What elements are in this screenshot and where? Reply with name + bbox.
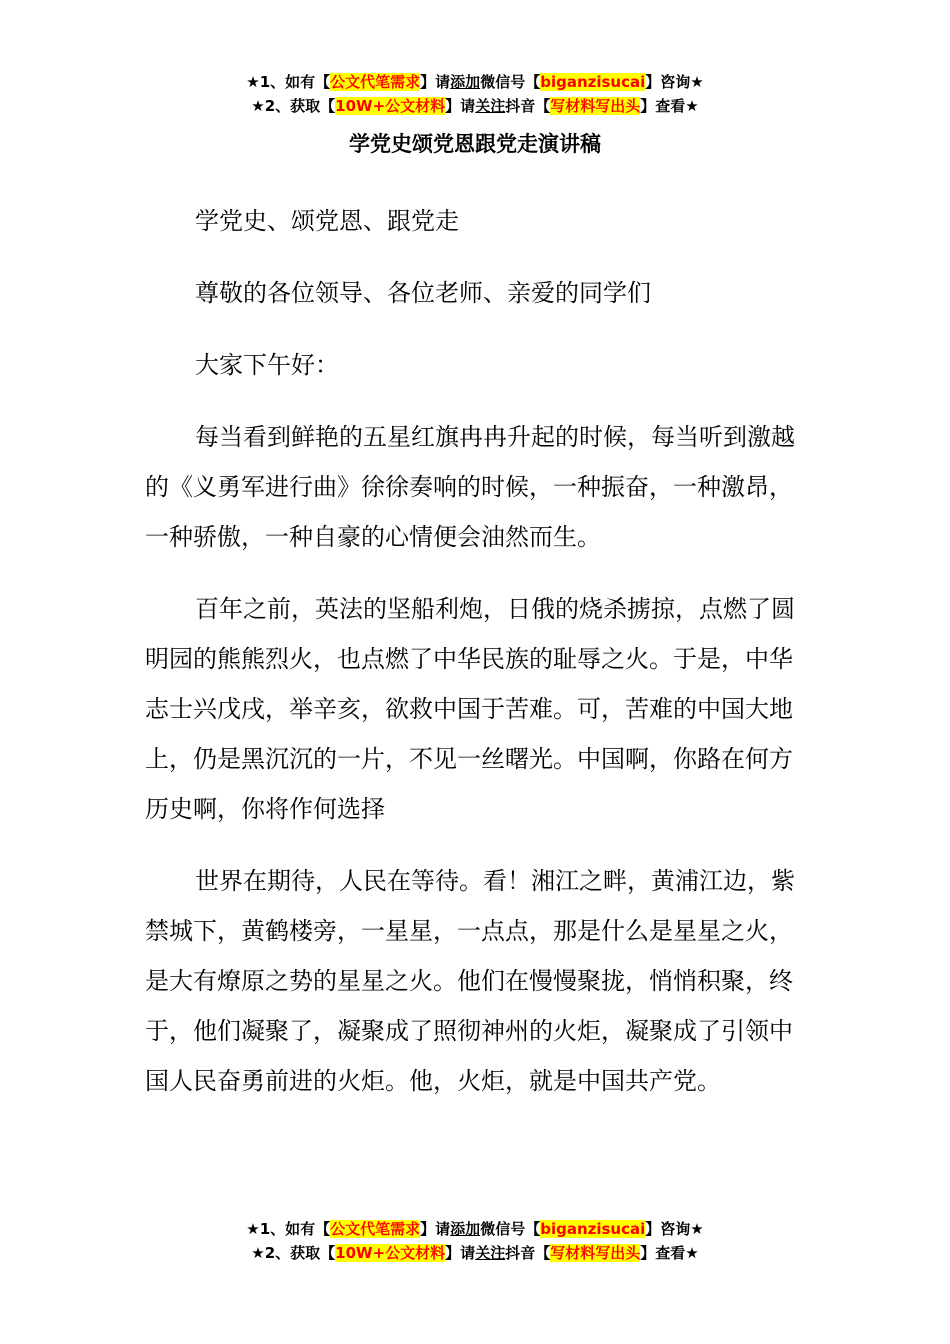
paragraph: 百年之前，英法的坚船利炮，日俄的烧杀掳掠，点燃了圆明园的熊熊烈火，也点燃了中华民族的耻辱之火。于是，中华志士兴戊戌，举辛亥，欲救中国于苦难。可，苦难的中国大地上，仍是黑沉沉的一片，不见一丝曙光。中国啊，你路在何方历史啊，你将作何选择 <box>145 595 795 823</box>
highlight-wechat-id: biganzisucai <box>540 73 646 91</box>
highlight-materials: 10W+公文材料 <box>335 1244 446 1262</box>
star-icon: ★ <box>685 1244 699 1262</box>
banner-text: 微信号【 <box>480 1220 541 1238</box>
banner-text: 2、获取【 <box>264 1244 336 1262</box>
paragraph: 世界在期待，人民在等待。看！湘江之畔，黄浦江边，紫禁城下，黄鹤楼旁，一星星，一点点，那是什么是星星之火，是大有燎原之势的星星之火。他们在慢慢聚拢，悄悄积聚，终于，他们凝聚了，凝聚成了照彻神州的火炬，凝聚成了引领中国人民奋勇前进的火炬。他，火炬，就是中国共产党。 <box>145 867 795 1095</box>
star-icon: ★ <box>251 97 265 115</box>
highlight-service: 公文代笔需求 <box>330 73 421 91</box>
star-icon: ★ <box>251 1244 265 1262</box>
banner-text: 2、获取【 <box>264 97 336 115</box>
document-title: 学党史颂党恩跟党走演讲稿 <box>349 132 601 156</box>
banner-line-2 <box>0 1241 950 1265</box>
star-icon: ★ <box>690 73 704 91</box>
banner-text: 】查看 <box>640 1244 686 1262</box>
banner-text: 抖音【 <box>505 1244 551 1262</box>
star-icon: ★ <box>246 1220 260 1238</box>
underlined-text: 关注 <box>475 1244 506 1262</box>
paragraph: 每当看到鲜艳的五星红旗冉冉升起的时候，每当听到激越的《义勇军进行曲》徐徐奏响的时候，一种振奋，一种激昂，一种骄傲，一种自豪的心情便会油然而生。 <box>145 423 795 551</box>
banner-text: 】查看 <box>640 97 686 115</box>
star-icon: ★ <box>685 97 699 115</box>
banner-line-1 <box>0 70 950 94</box>
highlight-service: 公文代笔需求 <box>330 1220 421 1238</box>
banner-text: 抖音【 <box>505 97 551 115</box>
highlight-wechat-id: biganzisucai <box>540 1220 646 1238</box>
banner-text: 1、如有【 <box>259 1220 331 1238</box>
footer-banner <box>0 1217 950 1265</box>
underlined-text: 添加 <box>450 1220 481 1238</box>
header-banner <box>0 70 950 118</box>
banner-text: 】请 <box>445 1244 476 1262</box>
document-body <box>145 196 805 1128</box>
highlight-douyin-account: 写材料写出头 <box>550 97 641 115</box>
paragraph-subtitle: 学党史、颂党恩、跟党走 <box>195 207 459 235</box>
banner-text: 】咨询 <box>645 1220 691 1238</box>
banner-text: 】请 <box>420 73 451 91</box>
paragraph-greeting: 大家下午好： <box>195 351 339 379</box>
highlight-douyin-account: 写材料写出头 <box>550 1244 641 1262</box>
banner-text: 】请 <box>445 97 476 115</box>
banner-line-2 <box>0 94 950 118</box>
paragraph-salutation: 尊敬的各位领导、各位老师、亲爱的同学们 <box>195 279 651 307</box>
banner-line-1 <box>0 1217 950 1241</box>
banner-text: 】咨询 <box>645 73 691 91</box>
banner-text: 微信号【 <box>480 73 541 91</box>
banner-text: 】请 <box>420 1220 451 1238</box>
underlined-text: 关注 <box>475 97 506 115</box>
underlined-text: 添加 <box>450 73 481 91</box>
highlight-materials: 10W+公文材料 <box>335 97 446 115</box>
star-icon: ★ <box>690 1220 704 1238</box>
star-icon: ★ <box>246 73 260 91</box>
banner-text: 1、如有【 <box>259 73 331 91</box>
